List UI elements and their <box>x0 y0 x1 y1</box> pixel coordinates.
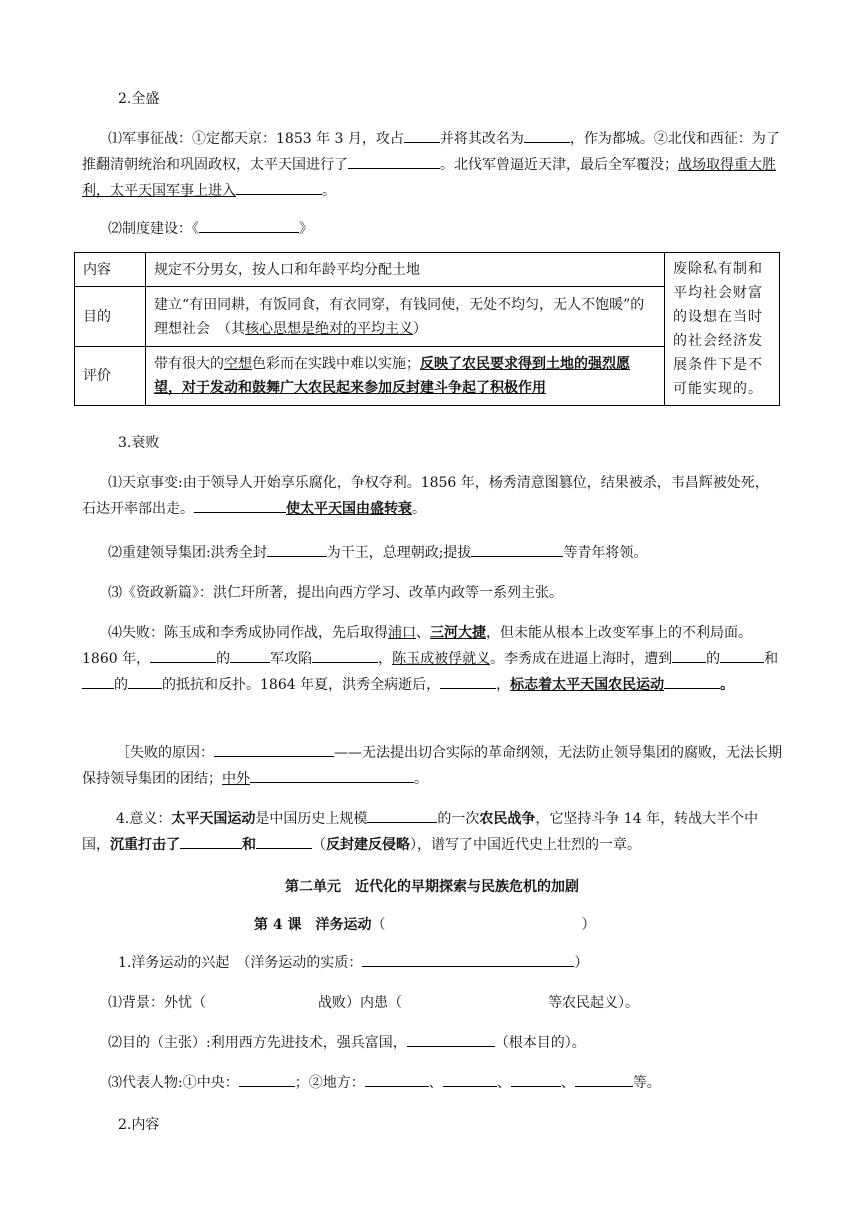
row-content: 带有很大的空想色彩而在实践中难以实施；反映了农民要求得到土地的强烈愿望，对于发动和鼓舞广大农民起来参加反封建斗争起了积极作用 <box>146 346 665 405</box>
paragraph-purpose: ⑵目的（主张）:利用西方先进技术，强兵富国， （根本目的）。 <box>82 1030 782 1056</box>
blank[interactable] <box>362 952 574 967</box>
paragraph-rise: 1.洋务运动的兴起 （洋务运动的实质： ） <box>118 950 778 976</box>
blank[interactable] <box>404 128 440 143</box>
paragraph-system: ⑵制度建设：《 》 <box>82 216 782 242</box>
row-label: 评价 <box>75 346 146 405</box>
paragraph-significance: 4.意义：太平天国运动是中国历史上规模 的一次农民战争，它坚持斗争 14 年，转战大半个中国，沉重打击了 和 （反封建反侵略），谱写了中国近代史上壮烈的一章。 <box>82 806 782 858</box>
blank[interactable] <box>720 648 764 663</box>
blank[interactable] <box>214 742 334 757</box>
blank[interactable] <box>267 542 327 557</box>
paragraph-representatives: ⑶代表人物:①中央： ；②地方： 、 、 、 等。 <box>82 1070 782 1096</box>
paragraph-failure-causes: ［失败的原因： ——无法提出切合实际的革命纲领，无法防止领导集团的腐败，无法长期保持领导集团的团结；中外 。 <box>82 740 782 792</box>
section-title-content: 2.内容 <box>118 1117 160 1133</box>
blank[interactable] <box>180 834 242 849</box>
blank[interactable] <box>82 674 114 689</box>
blank[interactable] <box>365 1072 429 1087</box>
blank[interactable] <box>407 1032 495 1047</box>
table-row <box>75 253 780 287</box>
blank[interactable] <box>150 648 216 663</box>
section-title-quansheng: 2.全盛 <box>118 91 160 107</box>
paragraph-military: ⑴军事征战：①定都天京：1853 年 3 月，攻占 并将其改名为 ，作为都城。②北伐和西征：为了推翻清朝统治和巩固政权，太平天国进行了 。北伐军曾逼近天津，最后全军覆没；战场取得重大胜利，太平天国军事上进入 。 <box>82 126 782 204</box>
blank[interactable] <box>194 498 286 513</box>
unit-title: 第二单元 近代化的早期探索与民族危机的加剧 <box>285 879 579 895</box>
blank[interactable] <box>348 154 440 169</box>
paragraph-leadership: ⑵重建领导集团:洪秀全封 为干王，总理朝政;提拔 等青年将领。 <box>82 540 782 566</box>
row-content: 规定不分男女，按人口和年龄平均分配土地 <box>146 253 665 287</box>
paragraph-background: ⑴背景：外忧（ 战败）内患（ 等农民起义）。 <box>108 995 639 1011</box>
paragraph-tianjing-incident: ⑴天京事变:由于领导人开始享乐腐化，争权夺利。1856 年，杨秀清意图篡位，结果被杀，韦昌辉被处死，石达开率部出走。 使太平天国由盛转衰。 <box>82 475 769 517</box>
paragraph-failure: ⑷失败：陈玉成和李秀成协同作战，先后取得浦口、三河大捷，但未能从根本上改变军事上的不利局面。1860 年， 的 军攻陷 ，陈玉成被俘就义。李秀成在进逼上海时，遭到 的 和的 的抵抗和反扑。1864 年夏，洪秀全病逝后， ，标志着太平天国农民运动 。 <box>82 625 779 693</box>
row-content: 建立“有田同耕，有饭同食，有衣同穿，有钱同使，无处不均匀，无人不饱暖”的理想社会 （其核心思想是绝对的平均主义） <box>146 287 665 346</box>
blank[interactable] <box>239 1072 295 1087</box>
blank[interactable] <box>440 674 496 689</box>
blank[interactable] <box>312 648 378 663</box>
lesson-title-line: 第 4 课 洋务运动（ ） <box>254 917 596 933</box>
blank[interactable] <box>236 180 322 195</box>
blank[interactable] <box>367 808 437 823</box>
paragraph-zizheng: ⑶《资政新篇》：洪仁玕所著，提出向西方学习、改革内政等一系列主张。 <box>108 585 563 601</box>
blank[interactable] <box>128 674 162 689</box>
table-side-note: 废除私有制和平均社会财富的设想在当时的社会经济发展条件下是不可能实现的。 <box>665 253 780 406</box>
section-title-shuaibai: 3.衰败 <box>118 435 160 451</box>
row-label: 内容 <box>75 253 146 287</box>
blank[interactable] <box>443 1072 497 1087</box>
blank[interactable] <box>524 128 570 143</box>
land-system-table <box>74 252 780 406</box>
blank[interactable] <box>672 648 706 663</box>
blank[interactable] <box>575 1072 633 1087</box>
row-label: 目的 <box>75 287 146 346</box>
blank[interactable] <box>471 542 563 557</box>
blank[interactable] <box>511 1072 561 1087</box>
blank[interactable] <box>256 834 312 849</box>
blank[interactable] <box>199 218 299 233</box>
blank[interactable] <box>664 674 720 689</box>
blank[interactable] <box>250 768 414 783</box>
blank[interactable] <box>230 648 270 663</box>
